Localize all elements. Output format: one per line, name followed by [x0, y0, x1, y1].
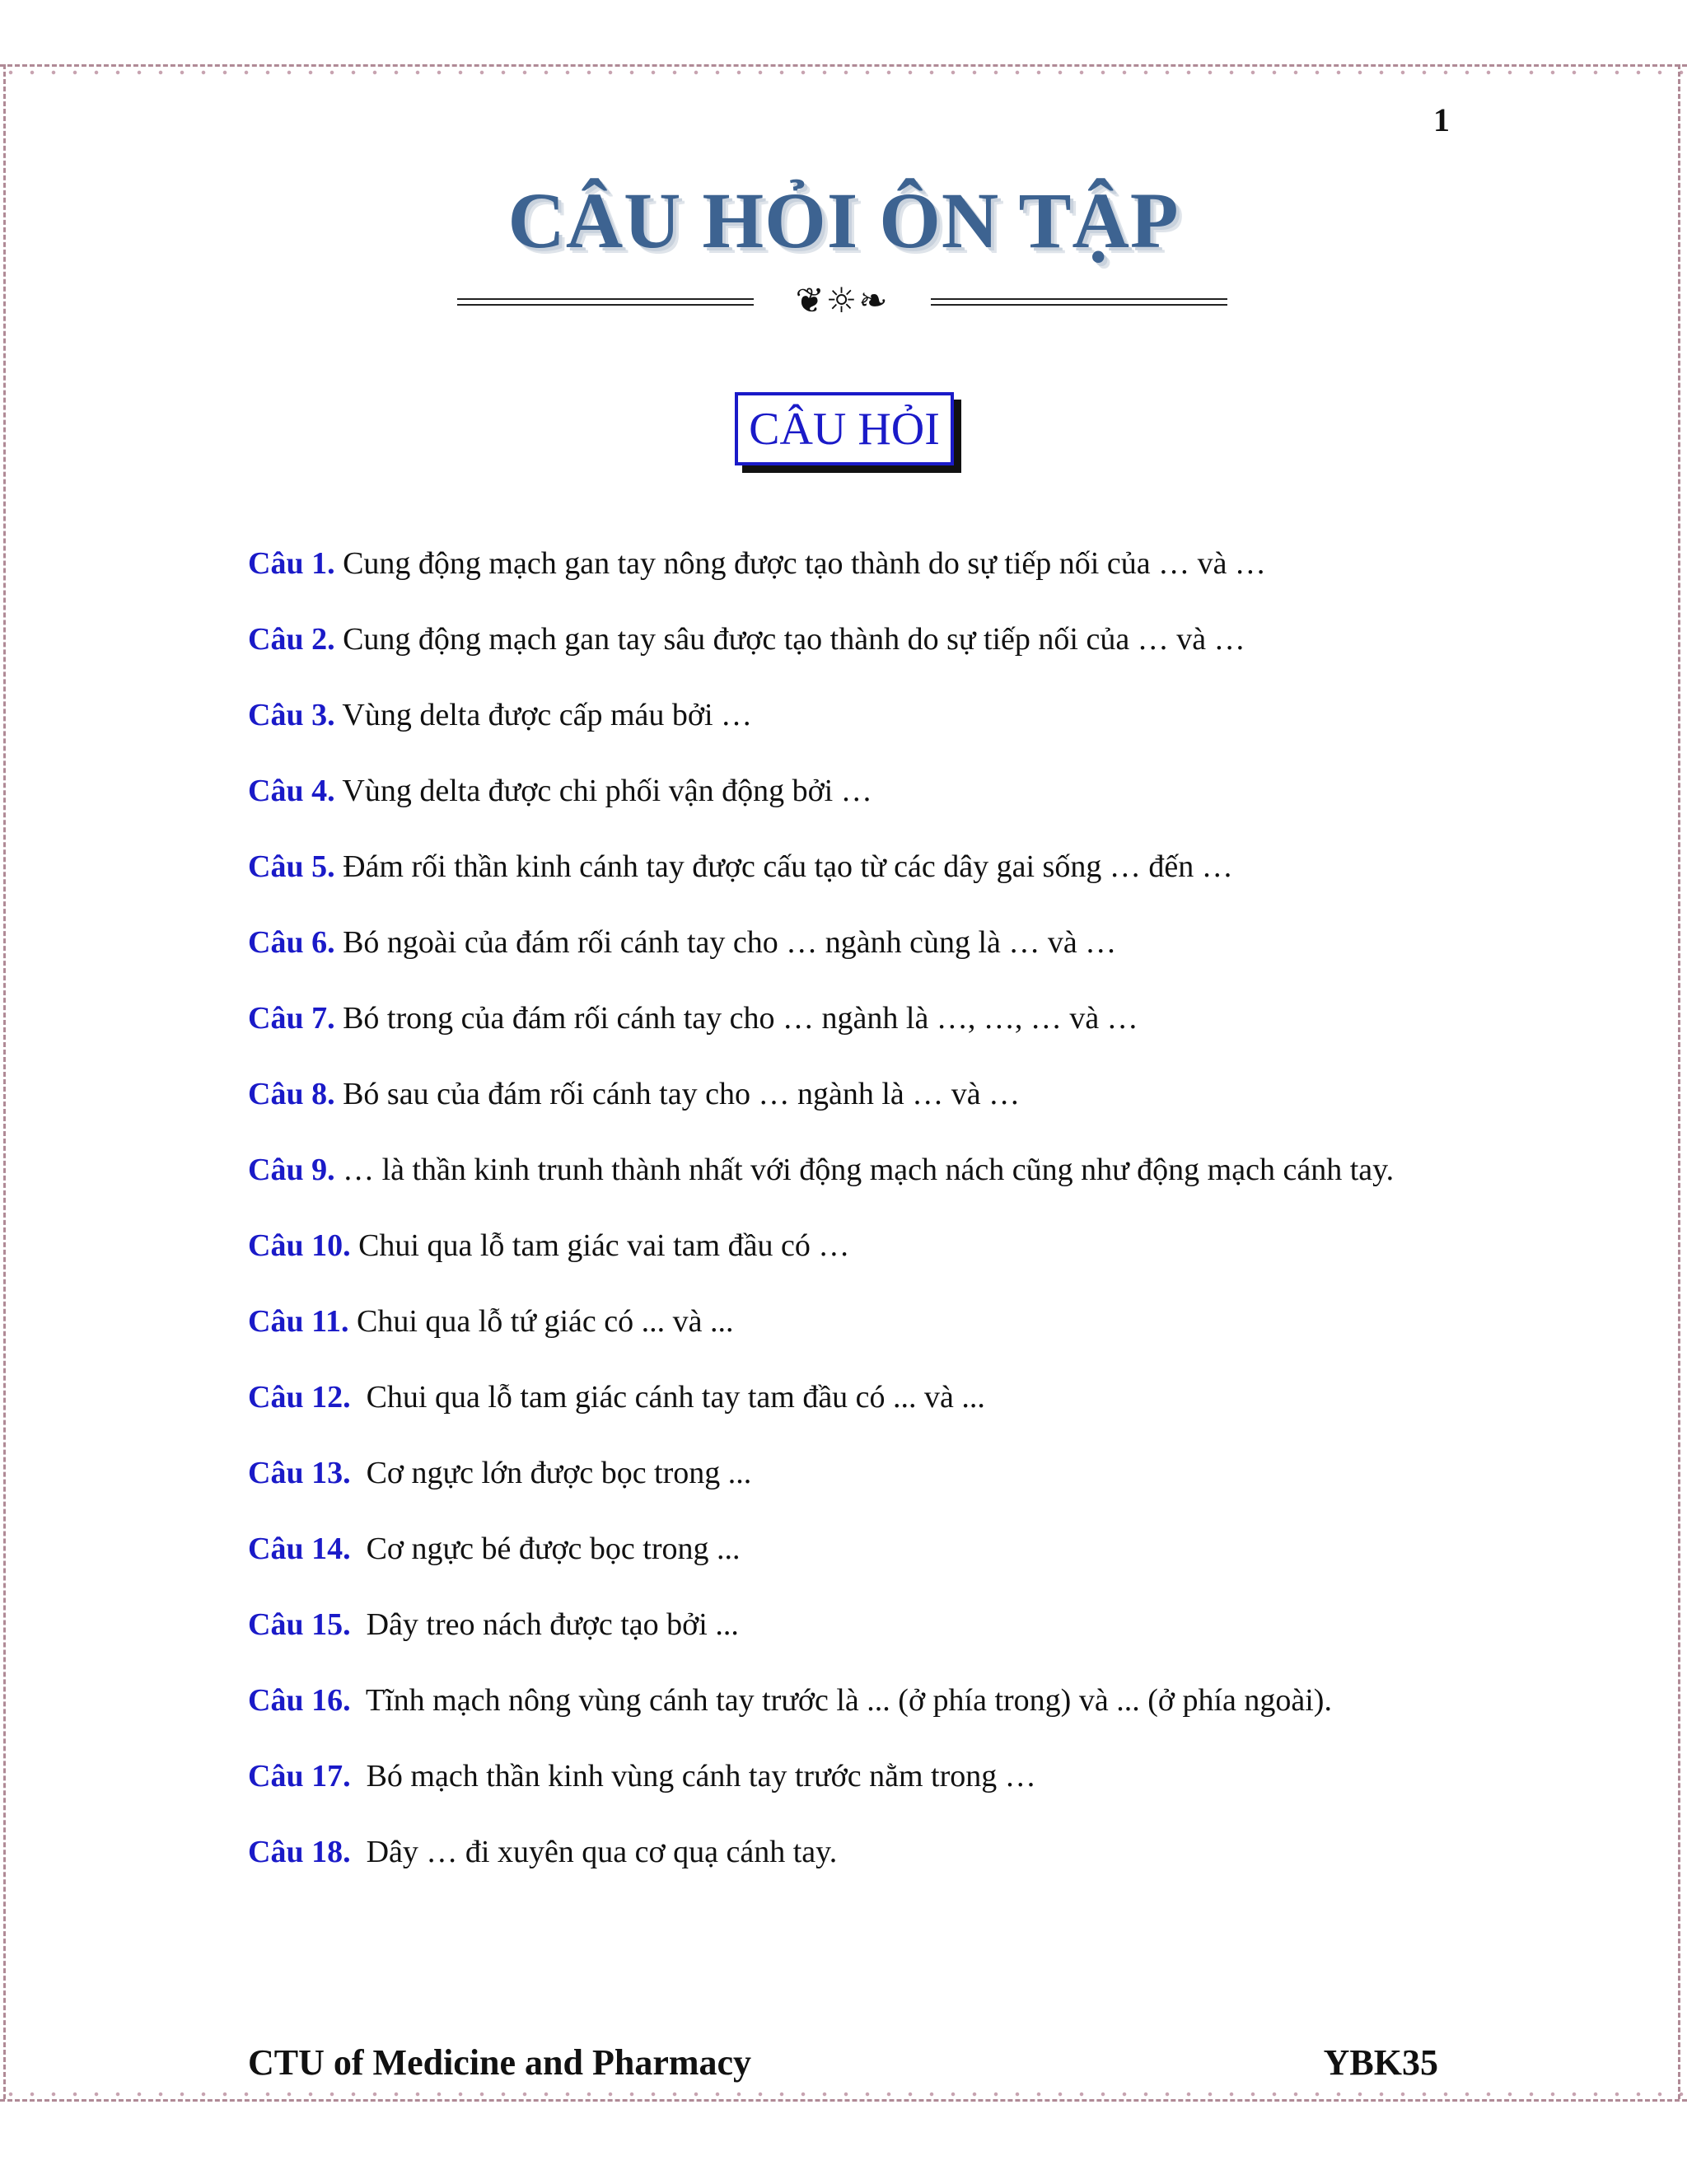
question-text: Bó sau của đám rối cánh tay cho … ngành là … và … [334, 1077, 1021, 1111]
question-text: Tĩnh mạch nông vùng cánh tay trước là ... (ở phía trong) và ... (ở phía ngoài). [350, 1683, 1332, 1718]
question-text: Vùng delta được chi phối vận động bởi … [334, 774, 872, 808]
question-text: Cơ ngực lớn được bọc trong ... [350, 1456, 752, 1490]
section-heading: CÂU HỎI [735, 392, 954, 465]
question-label: Câu 2. [248, 622, 335, 657]
question-label: Câu 4. [248, 774, 335, 808]
question-item [248, 1453, 1439, 1493]
ornament-rule-left [457, 298, 754, 306]
page-title: CÂU HỎI ÔN TẬP [507, 176, 1180, 264]
page-border-bottom-dots [0, 2090, 1687, 2098]
question-text: Bó trong của đám rối cánh tay cho … ngành là …, …, … và … [334, 1001, 1138, 1036]
footer-class-code: YBK35 [1323, 2042, 1438, 2083]
question-label: Câu 1. [248, 546, 335, 581]
question-item [248, 544, 1439, 583]
title-ornament-divider [457, 280, 1227, 323]
ornament-rule-right [931, 298, 1227, 306]
question-text: Chui qua lỗ tam giác vai tam đầu có … [350, 1228, 850, 1263]
question-text: Bó ngoài của đám rối cánh tay cho … ngành cùng là … và … [334, 925, 1117, 960]
question-label: Câu 6. [248, 925, 335, 960]
question-label: Câu 14. [248, 1532, 351, 1566]
question-label: Câu 5. [248, 849, 335, 884]
question-item [248, 1681, 1439, 1720]
question-text: Chui qua lỗ tứ giác có ... và ... [348, 1304, 734, 1339]
question-text: Cung động mạch gan tay nông được tạo thành do sự tiếp nối của … và … [334, 546, 1266, 581]
question-item [248, 1756, 1439, 1796]
question-text: … là thần kinh trunh thành nhất với động mạch nách cũng như động mạch cánh tay. [334, 1153, 1395, 1187]
page-border-left [3, 64, 6, 2099]
page-border-right [1678, 64, 1680, 2099]
question-item [248, 998, 1439, 1038]
question-text: Cơ ngực bé được bọc trong ... [350, 1532, 741, 1566]
question-label: Câu 15. [248, 1607, 351, 1642]
question-item [248, 1302, 1439, 1341]
question-item [248, 771, 1439, 811]
question-label: Câu 12. [248, 1380, 351, 1415]
question-label: Câu 9. [248, 1153, 335, 1187]
question-label: Câu 13. [248, 1456, 351, 1490]
question-text: Cung động mạch gan tay sâu được tạo thành do sự tiếp nối của … và … [334, 622, 1245, 657]
question-text: Dây treo nách được tạo bởi ... [350, 1607, 739, 1642]
question-item [248, 620, 1439, 659]
question-item [248, 1074, 1439, 1114]
question-item [248, 1226, 1439, 1265]
question-list [248, 544, 1439, 1908]
question-text: Dây … đi xuyên qua cơ quạ cánh tay. [350, 1835, 838, 1869]
question-label: Câu 3. [248, 698, 335, 732]
question-item [248, 1150, 1439, 1190]
question-item [248, 1377, 1439, 1417]
question-label: Câu 10. [248, 1228, 351, 1263]
question-label: Câu 17. [248, 1759, 351, 1793]
ornament-flourish-icon: ❦☼❧ [795, 280, 890, 320]
question-text: Đám rối thần kinh cánh tay được cấu tạo từ các dây gai sống … đến … [334, 849, 1233, 884]
question-text: Bó mạch thần kinh vùng cánh tay trước nằm trong … [350, 1759, 1036, 1793]
question-label: Câu 16. [248, 1683, 351, 1718]
question-item [248, 1529, 1439, 1569]
question-item [248, 1605, 1439, 1644]
page-border-bottom [0, 2099, 1687, 2102]
question-item [248, 695, 1439, 735]
page-border-top [0, 64, 1687, 67]
question-label: Câu 11. [248, 1304, 349, 1339]
question-label: Câu 18. [248, 1835, 351, 1869]
question-label: Câu 7. [248, 1001, 335, 1036]
question-text: Vùng delta được cấp máu bởi … [334, 698, 753, 732]
page-number: 1 [1433, 101, 1450, 138]
question-item [248, 847, 1439, 886]
question-item [248, 923, 1439, 962]
question-item [248, 1832, 1439, 1872]
page-border-top-dots [0, 68, 1687, 77]
question-text: Chui qua lỗ tam giác cánh tay tam đầu có ... và ... [350, 1380, 985, 1415]
question-label: Câu 8. [248, 1077, 335, 1111]
footer-institution: CTU of Medicine and Pharmacy [248, 2042, 752, 2083]
